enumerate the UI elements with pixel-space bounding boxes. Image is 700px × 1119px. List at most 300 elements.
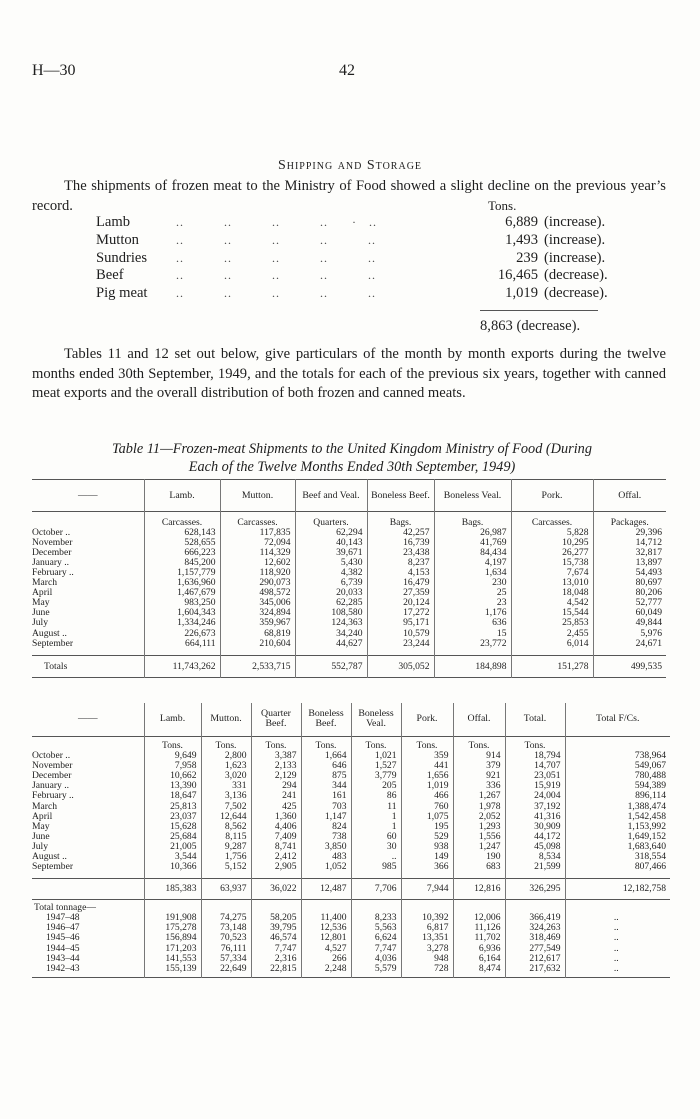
table2-value: 60 [351,832,401,842]
table1-cell [367,649,434,656]
page-number: 42 [339,62,355,79]
table2-total: 7,706 [351,878,401,899]
year-value: 948 [401,954,453,964]
table2-row [32,781,670,791]
table1-cell [434,649,511,656]
shipment-item: Sundries [96,249,148,266]
table1-value: 108,580 [295,608,367,618]
table2-cell [32,878,144,899]
table2-value: 8,534 [505,852,565,862]
table2-value: 985 [351,862,401,872]
year-row [32,954,670,964]
table1-unit: Carcasses. [220,518,295,528]
shipment-item: Lamb [96,214,131,230]
table1-value: 1,157,779 [144,568,220,578]
table1-value: 498,572 [220,588,295,598]
table1-value: 6,739 [295,578,367,588]
shipment-item: Beef [96,267,124,284]
table2-header: Quarter Beef. [251,703,301,736]
table2-value: 25,813 [144,802,201,812]
frozen-meat-tons-table [32,703,670,978]
table2-value: 379 [453,761,505,771]
table1-value: 32,817 [593,548,666,558]
table1-value: 1,176 [434,608,511,618]
table1-value: 25,853 [511,618,593,628]
shipment-row [96,232,636,250]
table2-value: 344 [301,781,351,791]
table1-spacer-row [32,649,666,656]
table2-cell [301,974,351,978]
table1-value: 39,671 [295,548,367,558]
table2-value: 646 [301,761,351,771]
table2-value: 1,019 [401,781,453,791]
table1-value: 117,835 [220,528,295,538]
month-label: September [32,861,74,873]
table1-value: 12,602 [220,558,295,568]
table1-value: 68,819 [220,629,295,639]
table2-value: 1,527 [351,761,401,771]
year-row [32,964,670,974]
table2-cell [32,974,144,978]
shipment-item: Mutton [96,231,139,248]
year-value: 156,894 [144,933,201,943]
table2-value: 15,628 [144,822,201,832]
table2-value: 1,649,152 [565,832,670,842]
table2-header-blank: —— [77,713,98,725]
table2-value: 425 [251,802,301,812]
year-row [32,913,670,923]
table2-value: 23,037 [144,812,201,822]
year-value: 13,351 [401,933,453,943]
year-value: 11,400 [301,913,351,923]
table1-value: 226,673 [144,629,220,639]
table1-value: 345,006 [220,598,295,608]
year-value: 12,536 [301,923,351,933]
table2-value: 7,502 [201,802,251,812]
shipments-total [480,318,580,336]
table2-row [32,812,670,822]
table1-total: 305,052 [367,656,434,678]
table1-value: 20,033 [295,588,367,598]
shipment-leader: .. .. .. .. · .. [176,215,377,229]
table2-value: 195 [401,822,453,832]
table2-value: 331 [201,781,251,791]
table1-value: 42,257 [367,528,434,538]
table1-value: 6,014 [511,639,593,649]
table2-row [32,791,670,801]
table2-value: 3,850 [301,842,351,852]
shipment-row [96,267,636,285]
month-label: April [32,587,53,599]
table1-total: 2,533,715 [220,656,295,678]
table2-cell [401,899,453,913]
table2-total: 326,295 [505,878,565,899]
table2-value: 1,360 [251,812,301,822]
table1-unit: Quarters. [295,518,367,528]
month-label: December [32,770,72,782]
year-value: 12,801 [301,933,351,943]
table1-value: 23,772 [434,639,511,649]
table1-value: 18,048 [511,588,593,598]
intro-paragraph: The shipments of frozen meat to the Ministry of Food showed a slight decline on the previous year’s record. [32,178,666,214]
table2-value: 23,051 [505,771,565,781]
table1-value: 14,712 [593,538,666,548]
year-value: 6,624 [351,933,401,943]
table2-value: 594,389 [565,781,670,791]
table2-value: 703 [301,802,351,812]
table1-total: 499,535 [593,656,666,678]
table2-value: 1,052 [301,862,351,872]
table2-cell [251,899,301,913]
year-label: 1945–46 [46,932,80,944]
table1-value: 114,329 [220,548,295,558]
table1-value: 15 [434,629,511,639]
month-label: October .. [32,750,71,762]
table2-row [32,862,670,872]
table1-value: 4,542 [511,598,593,608]
year-value: 46,574 [251,933,301,943]
month-label: December [32,546,72,558]
table-caption [32,440,672,476]
table1-unit: Bags. [367,518,434,528]
table1-value: 72,094 [220,538,295,548]
table2-value: 938 [401,842,453,852]
table2-value: 1,293 [453,822,505,832]
table2-value: 18,647 [144,791,201,801]
table2-header: Mutton. [201,703,251,736]
table1-header-blank: —— [77,489,98,501]
table2-row [32,771,670,781]
table1-value: 983,250 [144,598,220,608]
table2-value: 10,366 [144,862,201,872]
shipments-list [96,214,636,303]
table1-value: 16,739 [367,538,434,548]
month-label: July [32,840,48,852]
shipment-change: (increase). [544,214,606,230]
table1-value: 5,976 [593,629,666,639]
month-label: May [32,597,50,609]
document-code: H—30 [32,62,76,79]
year-value: 175,278 [144,923,201,933]
table2-header: Lamb. [144,703,201,736]
table2-value: 21,005 [144,842,201,852]
month-label: November [32,760,73,772]
table2-value: 3,387 [251,751,301,761]
year-value: 57,334 [201,954,251,964]
table1-value: 25 [434,588,511,598]
year-label: 1942–43 [46,962,80,974]
year-row [32,944,670,954]
table1-value: 1,604,343 [144,608,220,618]
table2-cell [505,899,565,913]
table2-total: 12,816 [453,878,505,899]
table2-value: 896,114 [565,791,670,801]
table2-row [32,832,670,842]
table2-cell [351,899,401,913]
table2-row [32,842,670,852]
table2-unit: Tons. [144,741,201,751]
table2-value: 529 [401,832,453,842]
table2-header: Total. [505,703,565,736]
table1-value: 17,272 [367,608,434,618]
table2-value: 738,964 [565,751,670,761]
month-label: April [32,810,53,822]
year-value: 8,233 [351,913,401,923]
shipment-change: (increase). [544,249,606,266]
year-value: 212,617 [505,954,565,964]
table2-value: 1,021 [351,751,401,761]
table1-total: 151,278 [511,656,593,678]
table2-total: 185,383 [144,878,201,899]
year-value: 728 [401,964,453,974]
table2-value: 294 [251,781,301,791]
table1-unit: Bags. [434,518,511,528]
table1-value: 29,396 [593,528,666,538]
total-tons: 8,863 [480,318,513,334]
table2-value: 2,412 [251,852,301,862]
table2-cell [301,899,351,913]
table1-header: Beef and Veal. [295,480,367,512]
month-label: May [32,820,50,832]
table2-value: 1,623 [201,761,251,771]
year-value: 2,248 [301,964,351,974]
frozen-meat-units-table [32,479,666,678]
table2-value: 1,756 [201,852,251,862]
table1-value: 15,738 [511,558,593,568]
table2-cell [201,899,251,913]
month-label: February .. [32,566,74,578]
table2-value: 466 [401,791,453,801]
table1-value: 1,636,960 [144,578,220,588]
year-label: 1946–47 [46,922,80,934]
table1-value: 80,697 [593,578,666,588]
table2-value: 3,544 [144,852,201,862]
shipment-row [96,214,636,232]
table2-total: 36,022 [251,878,301,899]
shipment-leader: .. .. .. .. .. [176,268,376,283]
shipment-row [96,285,636,303]
table1-header: Pork. [511,480,593,512]
year-value: 4,036 [351,954,401,964]
table2-row [32,802,670,812]
table2-value: 2,052 [453,812,505,822]
table2-value: 7,409 [251,832,301,842]
shipment-change: (increase). [544,231,606,248]
table2-cell [453,899,505,913]
shipment-tons: 1,019 [505,285,538,302]
shipment-leader: .. .. .. .. .. [176,286,376,301]
table2-value: 1,664 [301,751,351,761]
table1-value: 84,434 [434,548,511,558]
table2-header-row [32,703,670,736]
table1-value: 13,010 [511,578,593,588]
year-value: .. [565,933,670,943]
table1-value: 54,493 [593,568,666,578]
table2-value: 3,020 [201,771,251,781]
table1-unit: Carcasses. [511,518,593,528]
table1-value: 636 [434,618,511,628]
year-value: 3,278 [401,944,453,954]
shipment-change: (decrease). [544,267,608,284]
table2-value: 4,406 [251,822,301,832]
year-value: 8,474 [453,964,505,974]
table2-value: 12,644 [201,812,251,822]
table1-value: 27,359 [367,588,434,598]
table1-value: 26,987 [434,528,511,538]
year-value: 11,126 [453,923,505,933]
month-label: August .. [32,627,67,639]
year-value: 7,747 [251,944,301,954]
caption-line-2: Each of the Twelve Months Ended 30th September, 1949) [188,459,516,475]
table1-cell [220,649,295,656]
table2-value: 5,152 [201,862,251,872]
table1-value: 4,197 [434,558,511,568]
table2-cell [505,974,565,978]
table1-cell [144,649,220,656]
year-value: .. [565,913,670,923]
table2-value: 1,656 [401,771,453,781]
table2-header: Offal. [453,703,505,736]
table1-value: 23 [434,598,511,608]
table1-value: 34,240 [295,629,367,639]
table1-value: 16,479 [367,578,434,588]
table2-value: 3,136 [201,791,251,801]
month-label: January .. [32,780,70,792]
sum-rule [480,310,598,311]
table1-cell [32,649,144,656]
table1-value: 80,206 [593,588,666,598]
table1-value: 60,049 [593,608,666,618]
table1-value: 13,897 [593,558,666,568]
table2-value: 914 [453,751,505,761]
year-value: 70,523 [201,933,251,943]
shipment-tons: 6,889 [505,214,538,230]
table1-value: 95,171 [367,618,434,628]
tonnage-label-row [32,899,670,913]
table1-value: 230 [434,578,511,588]
table1-header: Boneless Beef. [367,480,434,512]
table1-header: Lamb. [144,480,220,512]
table1-cell [593,649,666,656]
table2-value: 86 [351,791,401,801]
caption-line-1: Table 11—Frozen-meat Shipments to the United Kingdom Ministry of Food (During [112,441,592,457]
table1-value: 845,200 [144,558,220,568]
table2-value: 1,683,640 [565,842,670,852]
table2-value: 18,794 [505,751,565,761]
table1-value: 118,920 [220,568,295,578]
table1-value: 24,671 [593,639,666,649]
table2-value: 441 [401,761,453,771]
shipment-tons: 1,493 [505,231,538,248]
year-row [32,933,670,943]
table2-value: 8,562 [201,822,251,832]
year-label: 1943–44 [46,952,80,964]
table2-total: 63,937 [201,878,251,899]
table2-value: 1 [351,812,401,822]
table2-unit: Tons. [505,741,565,751]
table2-value: 44,172 [505,832,565,842]
table2-value: 11 [351,802,401,812]
table1-value: 1,467,679 [144,588,220,598]
year-value: 318,469 [505,933,565,943]
month-label: March [32,577,58,589]
table2-value: 1,978 [453,802,505,812]
table2-value: 45,098 [505,842,565,852]
year-value: 366,419 [505,913,565,923]
table2-value: 366 [401,862,453,872]
year-value: 141,553 [144,954,201,964]
table2-cell [453,974,505,978]
table1-value: 628,143 [144,528,220,538]
month-label: August .. [32,851,67,863]
table2-total: 12,487 [301,878,351,899]
table2-row [32,761,670,771]
table2-total: 12,182,758 [565,878,670,899]
table2-cell [144,974,201,978]
table1-value: 26,277 [511,548,593,558]
table2-value: 1,388,474 [565,802,670,812]
table2-value: 161 [301,791,351,801]
shipment-row [96,250,636,268]
table1-value: 10,579 [367,629,434,639]
table2-cell [565,899,670,913]
table2-value: 780,488 [565,771,670,781]
shipment-leader: .. .. .. .. .. [176,232,376,247]
year-value: 217,632 [505,964,565,974]
table2-value: 2,905 [251,862,301,872]
month-label: March [32,800,58,812]
year-value: 58,205 [251,913,301,923]
table1-value: 4,153 [367,568,434,578]
table1-value: 666,223 [144,548,220,558]
table2-value: 10,662 [144,771,201,781]
table1-value: 664,111 [144,639,220,649]
year-value: 5,579 [351,964,401,974]
table1-value: 210,604 [220,639,295,649]
year-value: 11,702 [453,933,505,943]
shipment-item: Pig meat [96,285,148,302]
table2-unit: Tons. [401,741,453,751]
table1-value: 62,285 [295,598,367,608]
year-value: 191,908 [144,913,201,923]
table2-unit: Tons. [453,741,505,751]
shipment-tons: 239 [516,249,538,266]
table1-value: 23,244 [367,639,434,649]
year-value: .. [565,923,670,933]
table2-value: 8,115 [201,832,251,842]
table1-value: 40,143 [295,538,367,548]
year-value: 76,111 [201,944,251,954]
table2-header: Pork. [401,703,453,736]
table2-value: 3,779 [351,771,401,781]
shipment-tons: 16,465 [497,267,538,284]
table2-value: 760 [401,802,453,812]
table1-value: 4,382 [295,568,367,578]
table2-value: 1,247 [453,842,505,852]
year-value: .. [565,944,670,954]
table1-value: 52,777 [593,598,666,608]
year-label: 1944–45 [46,942,80,954]
month-label: June [32,830,50,842]
table1-value: 324,894 [220,608,295,618]
table1-value: 5,828 [511,528,593,538]
table2-row [32,822,670,832]
table2-unit: Tons. [201,741,251,751]
table2-cell [201,974,251,978]
year-row [32,923,670,933]
table2-cell [351,974,401,978]
year-value: 277,549 [505,944,565,954]
